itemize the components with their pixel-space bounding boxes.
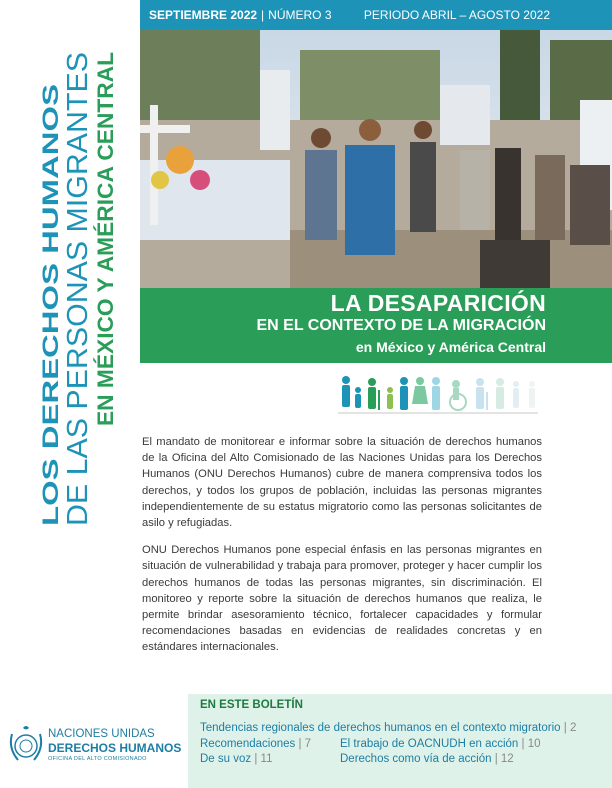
- vertical-title: [0, 30, 140, 550]
- toc-item-recomendaciones[interactable]: [200, 738, 311, 750]
- intro-paragraph-1: El mandato de monitorear e informar sobre la situación de derechos humanos de la Oficina del Alto Comisionado de las Naciones Unidas para los Derechos Humanos (ONU Derechos Humanos) cubre de manera comprensiva todos los derechos, y todos los grupos de población, incluidas las personas migrantes independientemente de su estatus migratorio como las personas solicitantes de asilo y refugiadas.: [142, 436, 542, 530]
- logo-line1: NACIONES UNIDAS: [48, 728, 155, 740]
- family-icon: [342, 376, 361, 408]
- vertical-title-line1: LOS DERECHOS HUMANOS: [38, 230, 63, 526]
- vertical-title-line2-pre: DE LAS: [62, 414, 94, 526]
- issue-date: SEPTIEMBRE 2022: [149, 8, 258, 22]
- logo-line3: OFICINA DEL ALTO COMISIONADO: [48, 756, 147, 762]
- un-emblem-icon: [8, 724, 44, 770]
- feature-subtitle: EN EL CONTEXTO DE LA MIGRACIÓN: [256, 317, 546, 334]
- cover-photo: [140, 30, 612, 288]
- toc-item-label: El trabajo de OACNUDH en acción: [340, 738, 519, 750]
- toc-title: EN ESTE BOLETÍN: [200, 699, 303, 711]
- feature-region: en México y América Central: [355, 339, 546, 355]
- issue-number: NÚMERO 3: [268, 8, 332, 22]
- issue-period: PERIODO ABRIL – AGOSTO 2022: [363, 8, 550, 22]
- toc-item-label: Recomendaciones: [200, 738, 296, 750]
- toc-item-label: De su voz: [200, 753, 252, 765]
- toc-item-label: Tendencias regionales de derechos humanos en el contexto migratorio: [200, 722, 561, 734]
- person-faded2-icon: [513, 381, 519, 408]
- person-faded3-icon: [529, 381, 535, 408]
- logo-line2: DERECHOS HUMANOS: [48, 741, 182, 755]
- table-of-contents: [188, 694, 612, 788]
- people-icons: [338, 372, 548, 424]
- toc-item-label: Derechos como vía de acción: [340, 753, 492, 765]
- header-bar: [140, 0, 612, 30]
- header-separator: |: [261, 8, 265, 22]
- vertical-title-line2-big: PERSONAS MIGRANTES: [62, 67, 94, 410]
- woman-icon: [412, 377, 428, 404]
- toc-item-page: | 7: [298, 738, 312, 750]
- toc-item-page: | 12: [494, 753, 514, 765]
- vertical-title-line3: EN MÉXICO Y AMÉRICA CENTRAL: [93, 64, 118, 426]
- un-human-rights-logo: [8, 724, 183, 774]
- toc-item-page: | 10: [521, 738, 541, 750]
- feature-title: LA DESAPARICIÓN: [330, 290, 546, 316]
- walker-icon: [476, 378, 488, 410]
- toc-item-tendencias[interactable]: [200, 722, 576, 734]
- elderly-icon: [368, 378, 380, 410]
- person-faded-icon: [496, 378, 504, 409]
- intro-paragraph-2: ONU Derechos Humanos pone especial énfasis en las personas migrantes en situación de vulnerabilidad y trabaja para promover, proteger y hacer cumplir los derechos humanos de todas las personas migrantes, sin discriminación. El monitoreo y reporte sobre la situación de derechos humanos que realiza, le permite brindar asesoramiento técnico, fortalecer capacidades y formular recomendaciones basadas en evidencias de realidades concretas y en estándares internacionales.: [142, 544, 542, 654]
- toc-item-derechos[interactable]: [340, 753, 514, 765]
- person-icon: [400, 377, 408, 410]
- toc-item-voz[interactable]: [200, 753, 272, 765]
- man-icon: [432, 377, 440, 410]
- toc-item-trabajo[interactable]: [340, 738, 541, 750]
- vertical-title-line2: [62, 52, 94, 526]
- wheelchair-icon: [450, 380, 466, 410]
- toc-item-page: | 11: [254, 753, 273, 765]
- child-icon: [387, 387, 393, 409]
- feature-band: [140, 288, 612, 363]
- toc-item-page: | 2: [563, 722, 577, 734]
- intro-text: [142, 434, 542, 667]
